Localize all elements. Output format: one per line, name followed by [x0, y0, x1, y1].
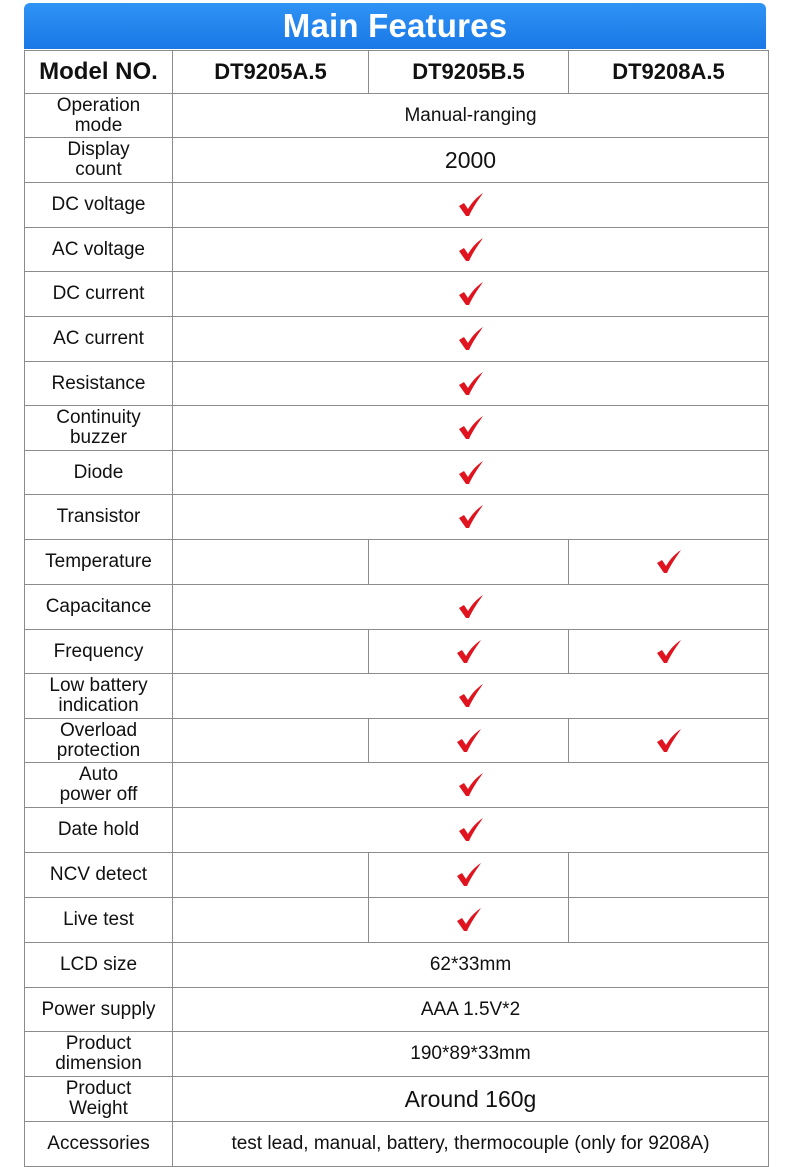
- feature-label-line: Diode: [73, 461, 124, 483]
- features-table: [24, 50, 769, 1167]
- feature-label-temperature: [25, 540, 173, 585]
- table-title-banner: Main Features: [24, 3, 766, 49]
- feature-label-ac-current: [25, 317, 173, 362]
- feature-cell-overload-protection-dt9208a-5: [569, 719, 769, 763]
- feature-label-line: protection: [56, 739, 141, 761]
- feature-label-line: Power supply: [41, 998, 156, 1020]
- check-mark-icon: [457, 683, 485, 709]
- feature-value-display-count: 2000: [173, 138, 769, 183]
- feature-label-line: mode: [74, 114, 123, 136]
- model-no-header: Model NO.: [25, 51, 173, 94]
- model-header-dt9205b5: DT9205B.5: [369, 51, 569, 94]
- feature-label-line: Display: [67, 139, 130, 160]
- feature-label-line: buzzer: [69, 427, 128, 448]
- feature-label-line: Date hold: [57, 819, 140, 840]
- feature-label-line: Overload: [59, 719, 138, 741]
- feature-label-product-weight: [25, 1077, 173, 1122]
- table-row: [25, 898, 769, 943]
- check-mark-icon: [655, 549, 683, 575]
- model-header-dt9205a5: DT9205A.5: [173, 51, 369, 94]
- feature-value-capacitance: [173, 585, 769, 630]
- feature-label-line: AC current: [53, 328, 144, 349]
- feature-value-product-weight: Around 160g: [173, 1077, 769, 1122]
- check-mark-icon: [457, 192, 485, 218]
- feature-label-line: Product: [65, 1078, 132, 1099]
- feature-value-dc-current: [173, 272, 769, 317]
- feature-value-dc-voltage: [173, 183, 769, 228]
- feature-label-continuity-buzzer: [25, 406, 173, 451]
- feature-cell-temperature-dt9205b-5: [369, 540, 569, 585]
- table-row: [25, 674, 769, 719]
- feature-label-operation-mode: [25, 94, 173, 138]
- feature-value-low-battery-indication: [173, 674, 769, 719]
- feature-label-lcd-size: [25, 943, 173, 988]
- table-row: [25, 1032, 769, 1077]
- feature-label-date-hold: [25, 808, 173, 853]
- feature-value-resistance: [173, 362, 769, 406]
- check-mark-icon: [655, 728, 683, 754]
- feature-label-line: Resistance: [51, 372, 146, 394]
- feature-label-line: AC voltage: [52, 238, 145, 260]
- table-row: [25, 362, 769, 406]
- feature-label-line: Product: [65, 1033, 132, 1054]
- feature-label-overload-protection: [25, 719, 173, 763]
- feature-label-ac-voltage: [25, 228, 173, 272]
- table-row: [25, 94, 769, 138]
- check-mark-icon: [457, 504, 485, 530]
- header-row: [25, 51, 769, 94]
- check-mark-icon: [455, 907, 483, 933]
- feature-label-line: NCV detect: [49, 864, 148, 885]
- check-mark-icon: [457, 817, 485, 843]
- feature-label-line: Temperature: [45, 551, 152, 572]
- feature-cell-ncv-detect-dt9205a-5: [173, 853, 369, 898]
- check-mark-icon: [457, 415, 485, 441]
- table-row: [25, 630, 769, 674]
- table-row: [25, 317, 769, 362]
- feature-label-line: Live test: [63, 909, 134, 930]
- check-mark-icon: [457, 237, 485, 263]
- feature-label-line: Continuity: [56, 407, 141, 428]
- table-row: [25, 585, 769, 630]
- feature-value-auto-power-off: [173, 763, 769, 808]
- feature-label-frequency: [25, 630, 173, 674]
- feature-cell-temperature-dt9205a-5: [173, 540, 369, 585]
- feature-label-dc-current: [25, 272, 173, 317]
- table-row: [25, 183, 769, 228]
- feature-cell-live-test-dt9205a-5: [173, 898, 369, 943]
- check-mark-icon: [457, 281, 485, 307]
- feature-value-power-supply: AAA 1.5V*2: [173, 988, 769, 1032]
- feature-label-line: LCD size: [59, 954, 138, 975]
- check-mark-icon: [455, 728, 483, 754]
- table-row: [25, 763, 769, 808]
- feature-label-line: Auto: [78, 764, 119, 785]
- feature-label-line: Accessories: [47, 1133, 150, 1154]
- feature-label-transistor: [25, 495, 173, 540]
- check-mark-icon: [457, 594, 485, 620]
- feature-label-line: Capacitance: [45, 596, 152, 617]
- table-row: [25, 853, 769, 898]
- feature-value-operation-mode: Manual-ranging: [173, 94, 769, 138]
- feature-label-ncv-detect: [25, 853, 173, 898]
- feature-cell-frequency-dt9208a-5: [569, 630, 769, 674]
- feature-value-date-hold: [173, 808, 769, 853]
- feature-label-line: indication: [58, 695, 139, 716]
- feature-label-line: dimension: [55, 1053, 142, 1074]
- table-row: [25, 228, 769, 272]
- feature-value-product-dimension: 190*89*33mm: [173, 1032, 769, 1077]
- feature-label-auto-power-off: [25, 763, 173, 808]
- feature-cell-ncv-detect-dt9205b-5: [369, 853, 569, 898]
- feature-label-line: Low battery: [49, 675, 148, 696]
- feature-label-resistance: [25, 362, 173, 406]
- feature-value-accessories: test lead, manual, battery, thermocouple (only for 9208A): [173, 1122, 769, 1167]
- feature-cell-overload-protection-dt9205a-5: [173, 719, 369, 763]
- table-row: [25, 272, 769, 317]
- feature-value-ac-current: [173, 317, 769, 362]
- table-row: [25, 719, 769, 763]
- feature-label-line: Weight: [69, 1098, 128, 1119]
- feature-label-diode: [25, 451, 173, 495]
- table-row: [25, 406, 769, 451]
- feature-label-line: Operation: [56, 94, 141, 116]
- feature-label-line: DC voltage: [51, 194, 146, 215]
- check-mark-icon: [457, 326, 485, 352]
- feature-cell-frequency-dt9205a-5: [173, 630, 369, 674]
- feature-cell-overload-protection-dt9205b-5: [369, 719, 569, 763]
- feature-cell-frequency-dt9205b-5: [369, 630, 569, 674]
- feature-label-line: power off: [59, 784, 138, 805]
- table-row: [25, 451, 769, 495]
- check-mark-icon: [457, 371, 485, 397]
- feature-value-diode: [173, 451, 769, 495]
- feature-label-display-count: [25, 138, 173, 183]
- table-row: [25, 988, 769, 1032]
- table-row: [25, 808, 769, 853]
- feature-label-power-supply: [25, 988, 173, 1032]
- feature-value-transistor: [173, 495, 769, 540]
- check-mark-icon: [455, 862, 483, 888]
- feature-label-capacitance: [25, 585, 173, 630]
- feature-label-line: Frequency: [53, 640, 144, 662]
- feature-value-ac-voltage: [173, 228, 769, 272]
- feature-cell-ncv-detect-dt9208a-5: [569, 853, 769, 898]
- model-header-dt9208a5: DT9208A.5: [569, 51, 769, 94]
- table-row: [25, 138, 769, 183]
- check-mark-icon: [455, 639, 483, 665]
- feature-value-continuity-buzzer: [173, 406, 769, 451]
- table-row: [25, 943, 769, 988]
- feature-label-line: DC current: [52, 283, 145, 304]
- feature-label-dc-voltage: [25, 183, 173, 228]
- feature-label-live-test: [25, 898, 173, 943]
- feature-cell-live-test-dt9208a-5: [569, 898, 769, 943]
- feature-cell-live-test-dt9205b-5: [369, 898, 569, 943]
- feature-cell-temperature-dt9208a-5: [569, 540, 769, 585]
- check-mark-icon: [655, 639, 683, 665]
- table-row: [25, 540, 769, 585]
- check-mark-icon: [457, 772, 485, 798]
- feature-label-product-dimension: [25, 1032, 173, 1077]
- table-row: [25, 495, 769, 540]
- table-row: [25, 1077, 769, 1122]
- check-mark-icon: [457, 460, 485, 486]
- feature-label-line: Transistor: [56, 506, 141, 527]
- feature-label-line: count: [75, 159, 122, 180]
- feature-label-low-battery-indication: [25, 674, 173, 719]
- feature-value-lcd-size: 62*33mm: [173, 943, 769, 988]
